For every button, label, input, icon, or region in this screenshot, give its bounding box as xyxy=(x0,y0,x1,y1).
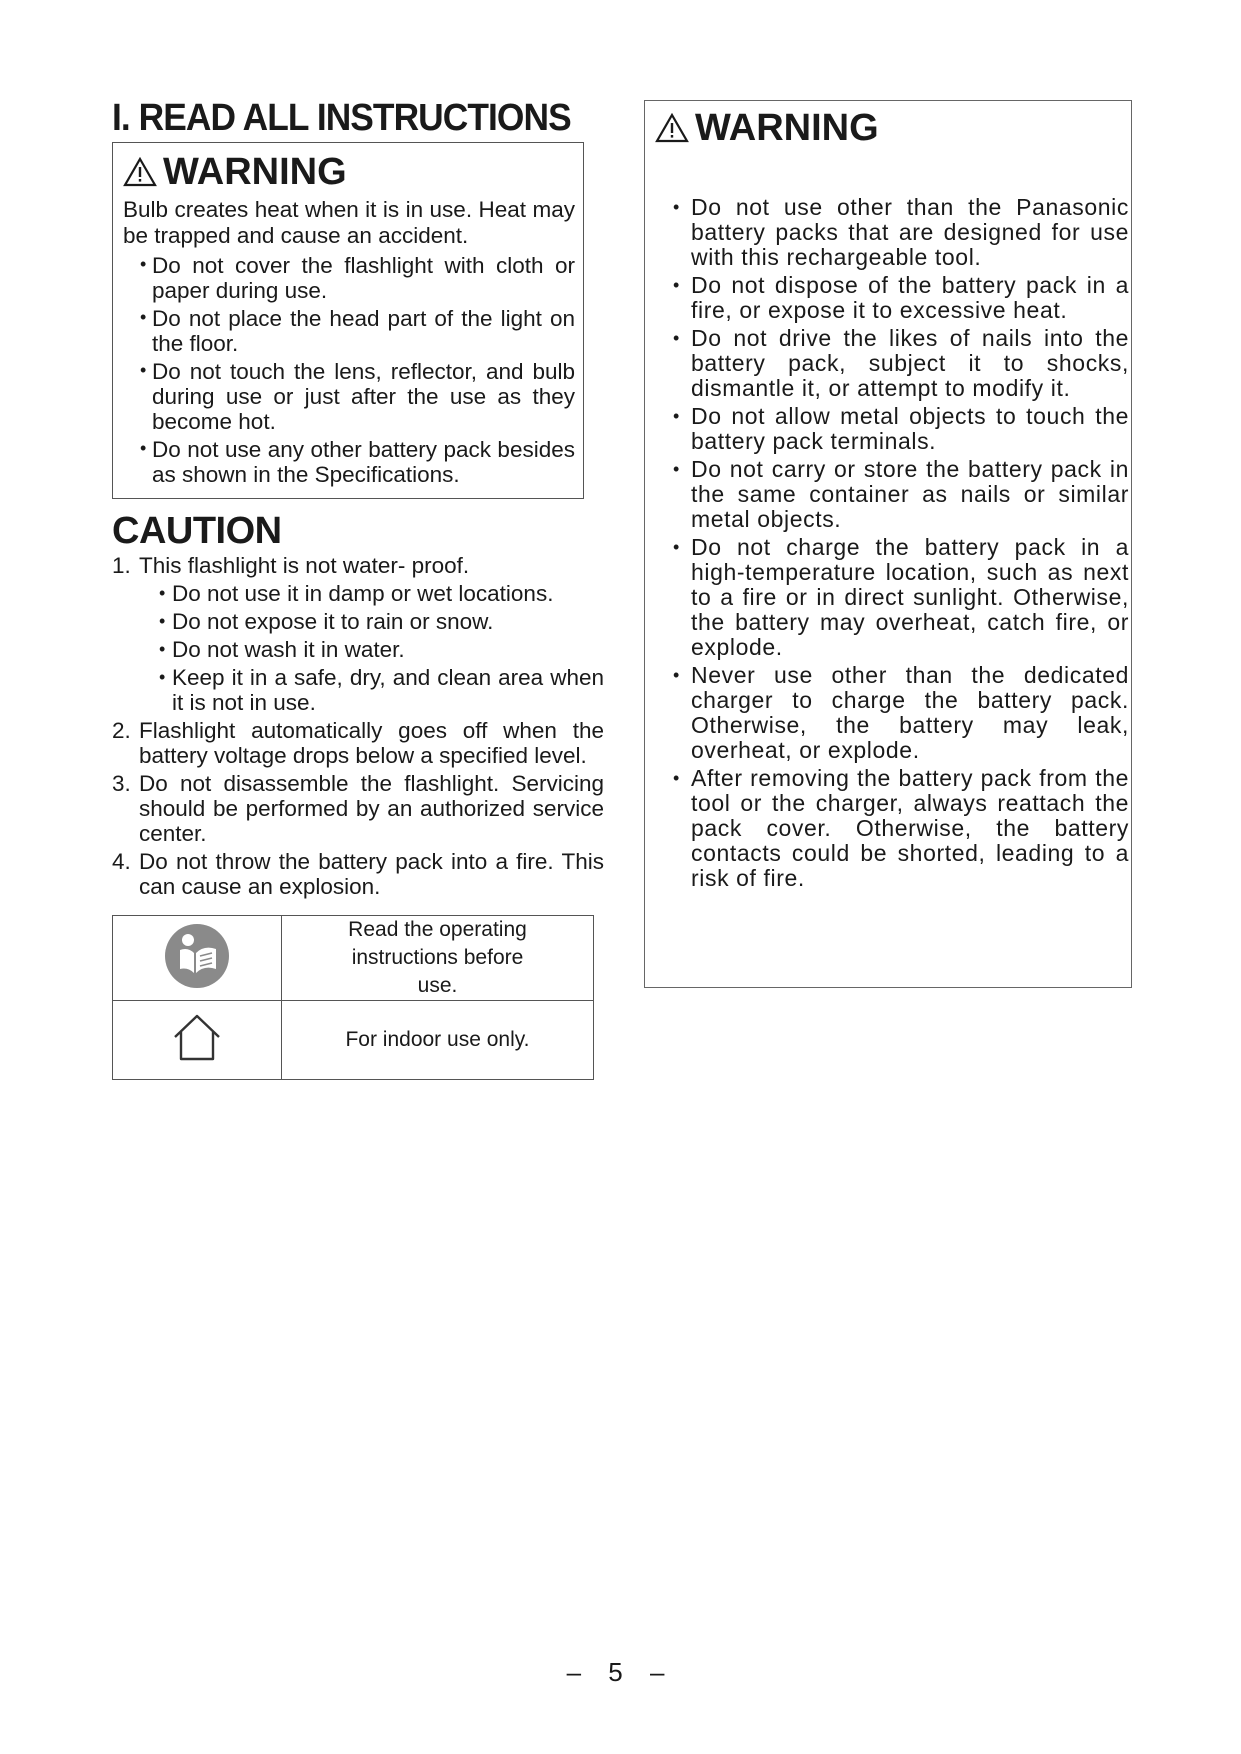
symbols-table xyxy=(112,915,594,1080)
list-item xyxy=(112,553,604,715)
caution-sub-list xyxy=(139,581,604,715)
left-column xyxy=(112,96,604,1080)
list-item: • Do not carry or store the battery pack in the same container as nails or similar metal objects. xyxy=(645,457,1131,532)
symbol-text: For indoor use only. xyxy=(282,1001,594,1080)
item-text: This flashlight is not water- proof. xyxy=(139,553,470,578)
item-text: Do not disassemble the flashlight. Servicing should be performed by an authorized service center. xyxy=(139,771,604,846)
table-row xyxy=(113,1001,594,1080)
indoor-house-icon xyxy=(169,1013,225,1063)
list-item: • Do not touch the lens, reflector, and bulb during use or just after the use as they become hot. xyxy=(123,359,575,434)
list-item xyxy=(112,718,604,768)
list-item: • Do not allow metal objects to touch the battery pack terminals. xyxy=(645,404,1131,454)
warning-heading-text: WARNING xyxy=(163,151,347,193)
list-item: • Do not wash it in water. xyxy=(139,637,604,662)
list-item: • Do not place the head part of the light on the floor. xyxy=(123,306,575,356)
list-item: • Do not expose it to rain or snow. xyxy=(139,609,604,634)
caution-list xyxy=(112,553,604,899)
table-row xyxy=(113,916,594,1001)
warning-list-right xyxy=(645,195,1131,891)
page-number: – 5 – xyxy=(566,1657,675,1687)
item-number: 3. xyxy=(112,771,131,796)
warning-triangle-icon xyxy=(655,113,689,143)
list-item xyxy=(112,849,604,899)
list-item: • Do not charge the battery pack in a high-temperature location, such as next to a fire or in direct sunlight. Otherwise, the battery may overheat, catch fire, or explode. xyxy=(645,535,1131,660)
list-item: • Never use other than the dedicated charger to charge the battery pack. Otherwise, the battery may leak, overheat, or explode. xyxy=(645,663,1131,763)
list-item xyxy=(112,771,604,846)
read-manual-icon xyxy=(164,923,230,989)
list-item: • After removing the battery pack from the tool or the charger, always reattach the pack cover. Otherwise, the battery contacts could be shorted, leading to a risk of fire. xyxy=(645,766,1131,891)
warning-heading xyxy=(123,149,575,195)
list-item: • Do not cover the flashlight with cloth or paper during use. xyxy=(123,253,575,303)
item-text: Do not throw the battery pack into a fire. This can cause an explosion. xyxy=(139,849,604,899)
symbol-icon-cell xyxy=(113,916,282,1001)
symbol-icon-cell xyxy=(113,1001,282,1080)
item-number: 1. xyxy=(112,553,131,578)
section-title: I. READ ALL INSTRUCTIONS xyxy=(112,97,571,139)
list-item: • Do not drive the likes of nails into the battery pack, subject it to shocks, dismantle it, or attempt to modify it. xyxy=(645,326,1131,401)
list-item: • Do not dispose of the battery pack in a fire, or expose it to excessive heat. xyxy=(645,273,1131,323)
list-item: • Do not use any other battery pack besides as shown in the Specifications. xyxy=(123,437,575,487)
warning-triangle-icon xyxy=(123,157,157,187)
symbol-text: Read the operating instructions before use. xyxy=(282,916,594,1001)
warning-heading xyxy=(645,101,1131,151)
warning-box-left xyxy=(112,142,584,499)
caution-heading: CAUTION xyxy=(112,510,282,552)
item-number: 2. xyxy=(112,718,131,743)
item-number: 4. xyxy=(112,849,131,874)
warning-intro: Bulb creates heat when it is in use. Heat may be trapped and cause an accident. xyxy=(123,197,575,248)
warning-heading-text: WARNING xyxy=(695,107,879,149)
right-column xyxy=(644,100,1132,988)
list-item: • Keep it in a safe, dry, and clean area when it is not in use. xyxy=(139,665,604,715)
list-item: • Do not use it in damp or wet locations. xyxy=(139,581,604,606)
warning-list-left xyxy=(123,253,575,487)
warning-box-right xyxy=(644,100,1132,988)
list-item: • Do not use other than the Panasonic battery packs that are designed for use with this rechargeable tool. xyxy=(645,195,1131,270)
item-text: Flashlight automatically goes off when the battery voltage drops below a specified level. xyxy=(139,718,604,768)
